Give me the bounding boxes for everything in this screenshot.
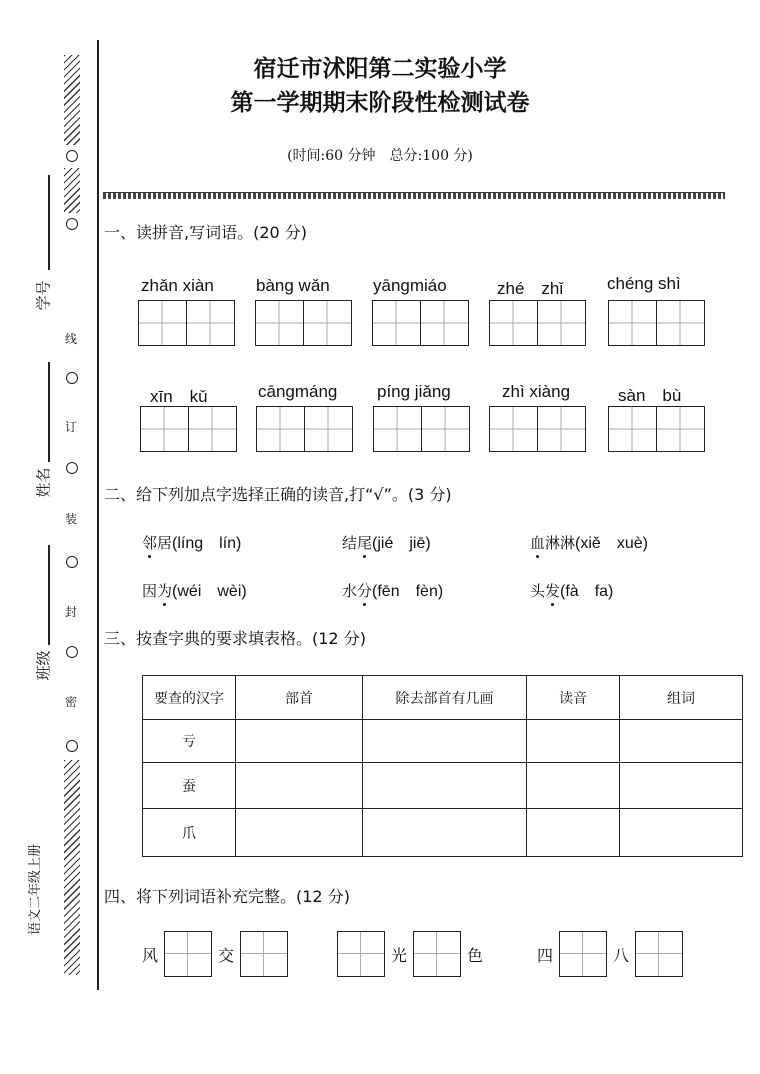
pinyin-1-2: bàng wǎn — [256, 276, 330, 295]
section4-heading: 四、将下列词语补充完整。(12 分) — [104, 887, 350, 906]
pinyin-2-4: zhì xiàng — [502, 382, 571, 401]
class-label: 班级 — [34, 650, 53, 681]
lookup-char: 亏 — [143, 720, 236, 763]
seal-char-mi: 密 — [64, 695, 77, 709]
section2-heading: 二、给下列加点字选择正确的读音,打“√”。(3 分) — [104, 485, 452, 504]
answer-cell[interactable] — [363, 763, 527, 809]
reading-item[interactable]: 结尾(jié jiē) — [342, 534, 431, 552]
answer-grid[interactable] — [372, 300, 469, 346]
binding-hatch-bottom — [64, 760, 80, 975]
reading-item[interactable]: 因为(wéi wèi) — [142, 582, 247, 600]
binding-hatch — [64, 168, 80, 213]
idiom-blank[interactable] — [635, 931, 683, 977]
section3-heading: 三、按查字典的要求填表格。(12 分) — [104, 629, 366, 648]
pinyin-1-1: zhǎn xiàn — [141, 276, 214, 295]
answer-grid[interactable] — [608, 406, 705, 452]
name-blank — [48, 362, 50, 462]
lookup-char: 爪 — [143, 809, 236, 857]
answer-cell[interactable] — [363, 720, 527, 763]
pinyin-2-1: xīn kǔ — [150, 387, 208, 406]
idiom-1: 风 交 — [142, 931, 288, 977]
table-row — [143, 809, 743, 857]
table-header: 要查的汉字 — [143, 676, 236, 720]
idiom-3: 四 八 — [537, 931, 683, 977]
binding-hole — [66, 556, 78, 568]
section1-heading: 一、读拼音,写词语。(20 分) — [104, 223, 308, 242]
answer-grid[interactable] — [373, 406, 470, 452]
dotted-char: 血 — [530, 534, 546, 552]
answer-cell[interactable] — [236, 809, 363, 857]
seal-char-line: 线 — [64, 332, 77, 346]
binding-hole — [66, 646, 78, 658]
table-row — [143, 763, 743, 809]
pinyin-1-3: yāngmiáo — [373, 276, 447, 295]
lookup-char: 蚕 — [143, 763, 236, 809]
idiom-2: 光 色 — [337, 931, 483, 977]
header-divider — [103, 192, 725, 199]
student-no-blank — [48, 175, 50, 270]
school-title: 宿迁市沭阳第二实验小学 — [253, 56, 507, 82]
class-blank — [48, 545, 50, 645]
answer-cell[interactable] — [527, 720, 620, 763]
binding-hole — [66, 740, 78, 752]
answer-grid[interactable] — [138, 300, 235, 346]
reading-item[interactable]: 头发(fà fa) — [530, 582, 614, 600]
table-header: 除去部首有几画 — [363, 676, 527, 720]
idiom-blank[interactable] — [413, 931, 461, 977]
answer-cell[interactable] — [620, 763, 743, 809]
dotted-char: 邻 — [142, 534, 158, 552]
answer-grid[interactable] — [256, 406, 353, 452]
pinyin-2-3: píng jiǎng — [377, 382, 451, 401]
dotted-char: 为 — [157, 582, 173, 600]
idiom-blank[interactable] — [559, 931, 607, 977]
reading-item[interactable]: 水分(fēn fèn) — [342, 582, 444, 600]
binding-hole — [66, 372, 78, 384]
pinyin-1-5: chéng shì — [607, 274, 681, 293]
answer-grid[interactable] — [608, 300, 705, 346]
idiom-blank[interactable] — [337, 931, 385, 977]
answer-grid[interactable] — [489, 406, 586, 452]
seal-char-ding: 订 — [64, 420, 77, 434]
answer-cell[interactable] — [236, 720, 363, 763]
answer-cell[interactable] — [363, 809, 527, 857]
dictionary-table — [142, 675, 743, 857]
exam-title: 第一学期期末阶段性检测试卷 — [230, 90, 530, 116]
reading-item[interactable]: 血淋淋(xiě xuè) — [530, 534, 648, 552]
answer-cell[interactable] — [527, 763, 620, 809]
answer-cell[interactable] — [620, 720, 743, 763]
table-header: 部首 — [236, 676, 363, 720]
binding-line — [97, 40, 99, 990]
reading-item[interactable]: 邻居(líng lín) — [142, 534, 242, 552]
subject-label: 语文二年级上册 — [28, 843, 44, 936]
idiom-blank[interactable] — [164, 931, 212, 977]
seal-char-feng: 封 — [64, 605, 77, 619]
pinyin-1-4: zhé zhǐ — [497, 279, 564, 298]
dotted-char: 尾 — [357, 534, 373, 552]
table-header: 组词 — [620, 676, 743, 720]
idiom-blank[interactable] — [240, 931, 288, 977]
answer-grid[interactable] — [489, 300, 586, 346]
table-header: 读音 — [527, 676, 620, 720]
answer-grid[interactable] — [255, 300, 352, 346]
dotted-char: 分 — [357, 582, 373, 600]
student-no-label: 学号 — [34, 280, 53, 311]
binding-hole — [66, 218, 78, 230]
exam-info: (时间:60 分钟 总分:100 分) — [287, 148, 473, 164]
name-label: 姓名 — [34, 467, 53, 498]
answer-cell[interactable] — [236, 763, 363, 809]
answer-cell[interactable] — [620, 809, 743, 857]
answer-cell[interactable] — [527, 809, 620, 857]
answer-grid[interactable] — [140, 406, 237, 452]
pinyin-2-5: sàn bù — [618, 386, 682, 405]
seal-char-zhuang: 装 — [64, 512, 77, 526]
pinyin-2-2: cāngmáng — [258, 382, 338, 401]
binding-hole — [66, 462, 78, 474]
table-row — [143, 720, 743, 763]
dotted-char: 发 — [545, 582, 561, 600]
